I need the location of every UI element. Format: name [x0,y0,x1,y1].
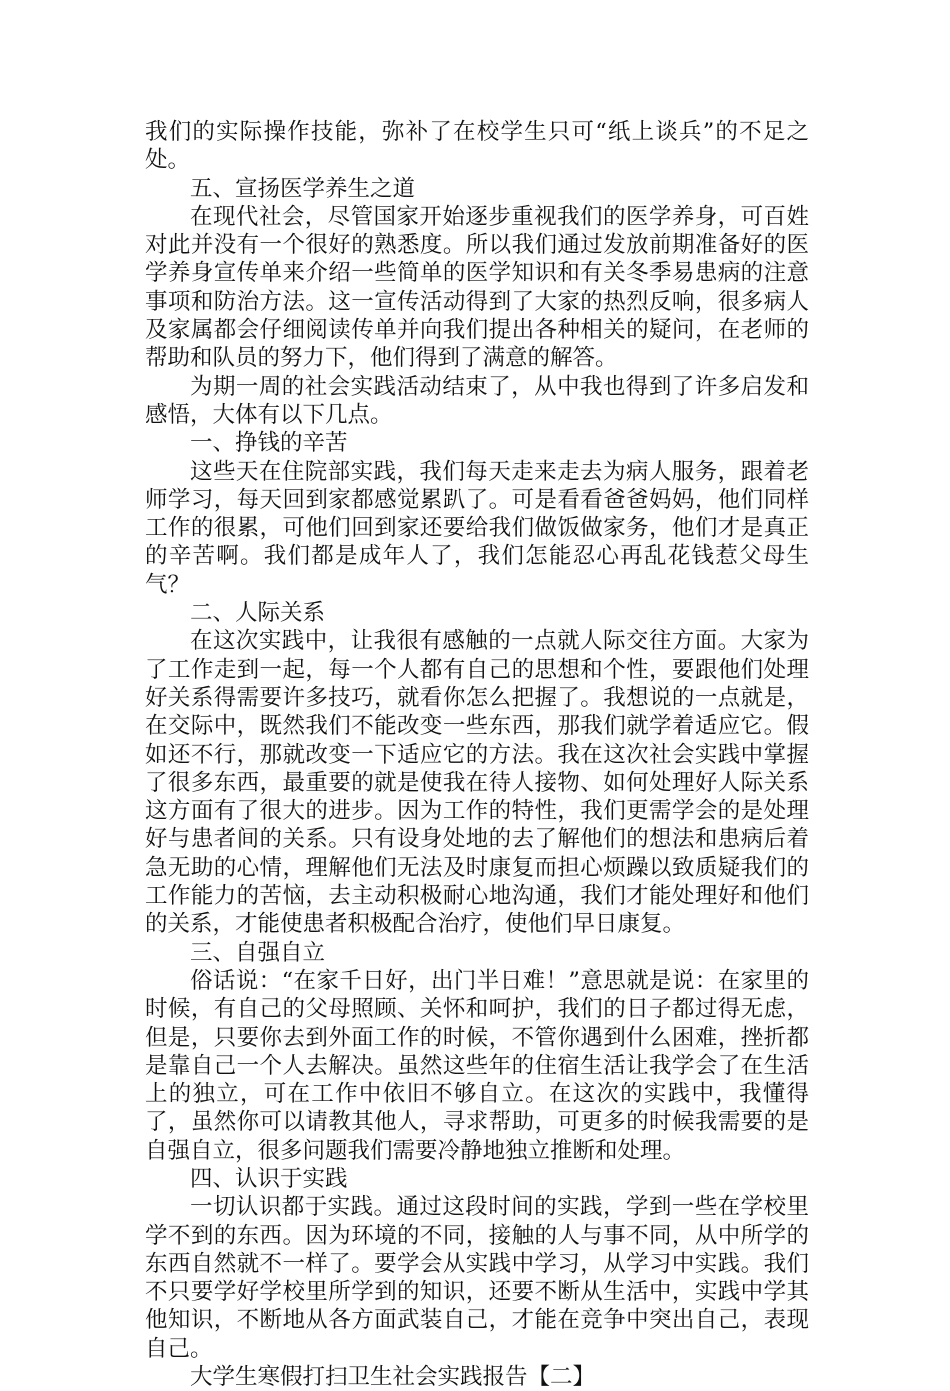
document-page [145,118,809,1391]
paragraph: 在这次实践中，让我很有感触的一点就人际交往方面。大家为了工作走到一起，每一个人都有自己的思想和个性，要跟他们处理好关系得需要许多技巧，就看你怎么把握了。我想说的一点就是，在交际中，既然我们不能改变一些东西，那我们就学着适应它。假如还不行，那就改变一下适应它的方法。我在这次社会实践中掌握了很多东西，最重要的就是使我在待人接物、如何处理好人际关系这方面有了很大的进步。因为工作的特性，我们更需学会的是处理好与患者间的关系。只有设身处地的去了解他们的想法和患病后着急无助的心情，理解他们无法及时康复而担心烦躁以致质疑我们的工作能力的苦恼，去主动积极耐心地沟通，我们才能处理好和他们的关系，才能使患者积极配合治疗，使他们早日康复。 [145,628,809,938]
paragraph: 在现代社会，尽管国家开始逐步重视我们的医学养身，可百姓对此并没有一个很好的熟悉度。所以我们通过发放前期准备好的医学养身宣传单来介绍一些简单的医学知识和有关冬季易患病的注意事项和防治方法。这一宣传活动得到了大家的热烈反响，很多病人及家属都会仔细阅读传单并向我们提出各种相关的疑问，在老师的帮助和队员的努力下，他们得到了满意的解答。 [145,203,809,372]
paragraph: 一切认识都于实践。通过这段时间的实践，学到一些在学校里学不到的东西。因为环境的不同，接触的人与事不同，从中所学的东西自然就不一样了。要学会从实践中学习，从学习中实践。我们不只要学好学校里所学到的知识，还要不断从生活中，实践中学其他知识，不断地从各方面武装自己，才能在竞争中突出自己，表现自己。 [145,1194,809,1362]
paragraph: 俗话说：“在家千日好，出门半日难！”意思就是说：在家里的时候，有自己的父母照顾、关怀和呵护，我们的日子都过得无虑，但是，只要你去到外面工作的时候，不管你遇到什么困难，挫折都是靠自己一个人去解决。虽然这些年的住宿生活让我学会了在生活上的独立，可在工作中依旧不够自立。在这次的实践中，我懂得了，虽然你可以请教其他人，寻求帮助，可更多的时候我需要的是自强自立，很多问题我们需要冷静地独立推断和处理。 [145,967,809,1164]
section-heading-3: 三、自强自立 [190,939,326,966]
section-heading-2: 二、人际关系 [190,600,326,627]
paragraph-continued: 我们的实际操作技能，弥补了在校学生只可“纸上谈兵”的不足之处。 [145,119,809,174]
section-heading-1: 一、挣钱的辛苦 [190,430,348,457]
paragraph: 为期一周的社会实践活动结束了，从中我也得到了许多启发和感悟，大体有以下几点。 [145,373,809,428]
section-heading-4: 四、认识于实践 [190,1165,348,1192]
paragraph: 这些天在住院部实践，我们每天走来走去为病人服务，跟着老师学习，每天回到家都感觉累趴了。可是看看爸爸妈妈，他们同样工作的很累，可他们回到家还要给我们做饭做家务，他们才是真正的辛苦啊。我们都是成年人了，我们怎能忍心再乱花钱惹父母生气？ [145,458,809,598]
report-title: 大学生寒假打扫卫生社会实践报告【二】 [190,1364,596,1391]
section-heading-5: 五、宣扬医学养生之道 [190,175,416,202]
